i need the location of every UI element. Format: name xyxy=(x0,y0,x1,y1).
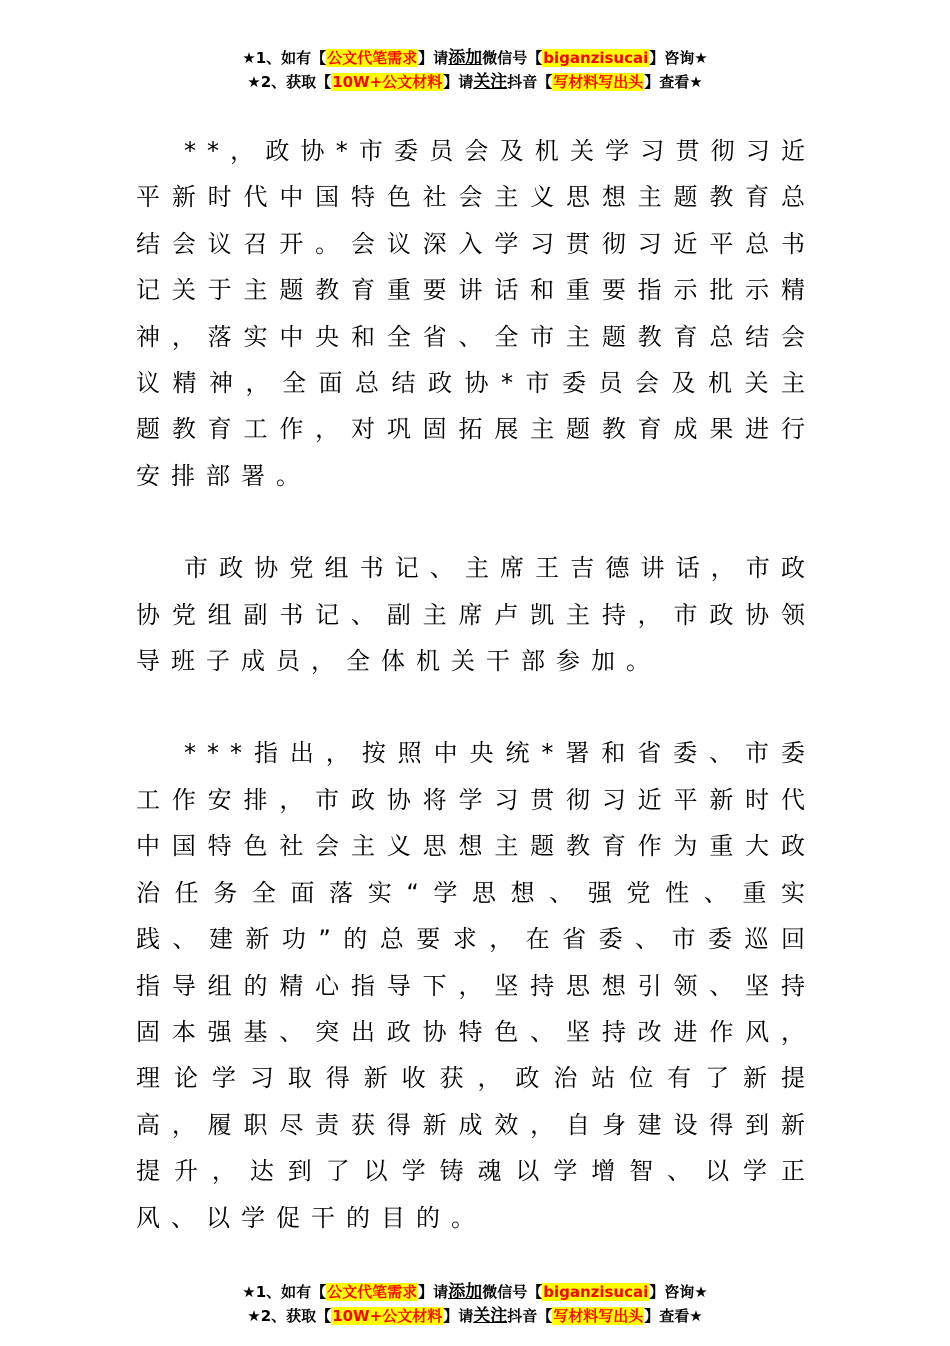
header-banner xyxy=(0,46,950,94)
underline-follow: 关注 xyxy=(473,72,508,92)
banner-line-1: ★1、如有【公文代笔需求】请添加微信号【biganzisucai】咨询★ xyxy=(242,48,708,68)
paragraph-2: 市政协党组书记、主席王吉德讲话，市政协党组副书记、副主席卢凯主持，市政协领导班子成员，全体机关干部参加。 xyxy=(136,554,816,676)
underline-add: 添加 xyxy=(448,1282,483,1302)
paragraph-1: **，政协*市委员会及机关学习贯彻习近平新时代中国特色社会主义思想主题教育总结会议召开。会议深入学习贯彻习近平总书记关于主题教育重要讲话和重要指示批示精神，落实中央和全省、全市主题教育总结会议精神，全面总结政协*市委员会及机关主题教育工作，对巩固拓展主题教育成果进行安排部署。 xyxy=(136,137,816,490)
document-body xyxy=(136,128,816,1287)
underline-add: 添加 xyxy=(448,48,483,68)
highlight-materials: 10W+公文材料 xyxy=(332,73,443,91)
banner-line-2: ★2、获取【10W+公文材料】请关注抖音【写材料写出头】查看★ xyxy=(247,72,703,92)
footer-banner xyxy=(0,1280,950,1328)
highlight-wechat-id: biganzisucai xyxy=(543,49,649,67)
underline-follow: 关注 xyxy=(473,1306,508,1326)
highlight-wechat-id: biganzisucai xyxy=(543,1283,649,1301)
footer-line-2: ★2、获取【10W+公文材料】请关注抖音【写材料写出头】查看★ xyxy=(247,1306,703,1326)
highlight-service: 公文代笔需求 xyxy=(327,1283,418,1301)
highlight-service: 公文代笔需求 xyxy=(327,49,418,67)
highlight-douyin-id: 写材料写出头 xyxy=(553,73,644,91)
footer-line-1: ★1、如有【公文代笔需求】请添加微信号【biganzisucai】咨询★ xyxy=(242,1282,708,1302)
highlight-douyin-id: 写材料写出头 xyxy=(553,1307,644,1325)
paragraph-3: ***指出，按照中央统*署和省委、市委工作安排，市政协将学习贯彻习近平新时代中国特色社会主义思想主题教育作为重大政治任务全面落实“学思想、强党性、重实践、建新功”的总要求，在省委、市委巡回指导组的精心指导下，坚持思想引领、坚持固本强基、突出政协特色、坚持改进作风，理论学习取得新收获，政治站位有了新提高，履职尽责获得新成效，自身建设得到新提升，达到了以学铸魂以学增智、以学正风、以学促干的目的。 xyxy=(136,739,816,1232)
highlight-materials: 10W+公文材料 xyxy=(332,1307,443,1325)
